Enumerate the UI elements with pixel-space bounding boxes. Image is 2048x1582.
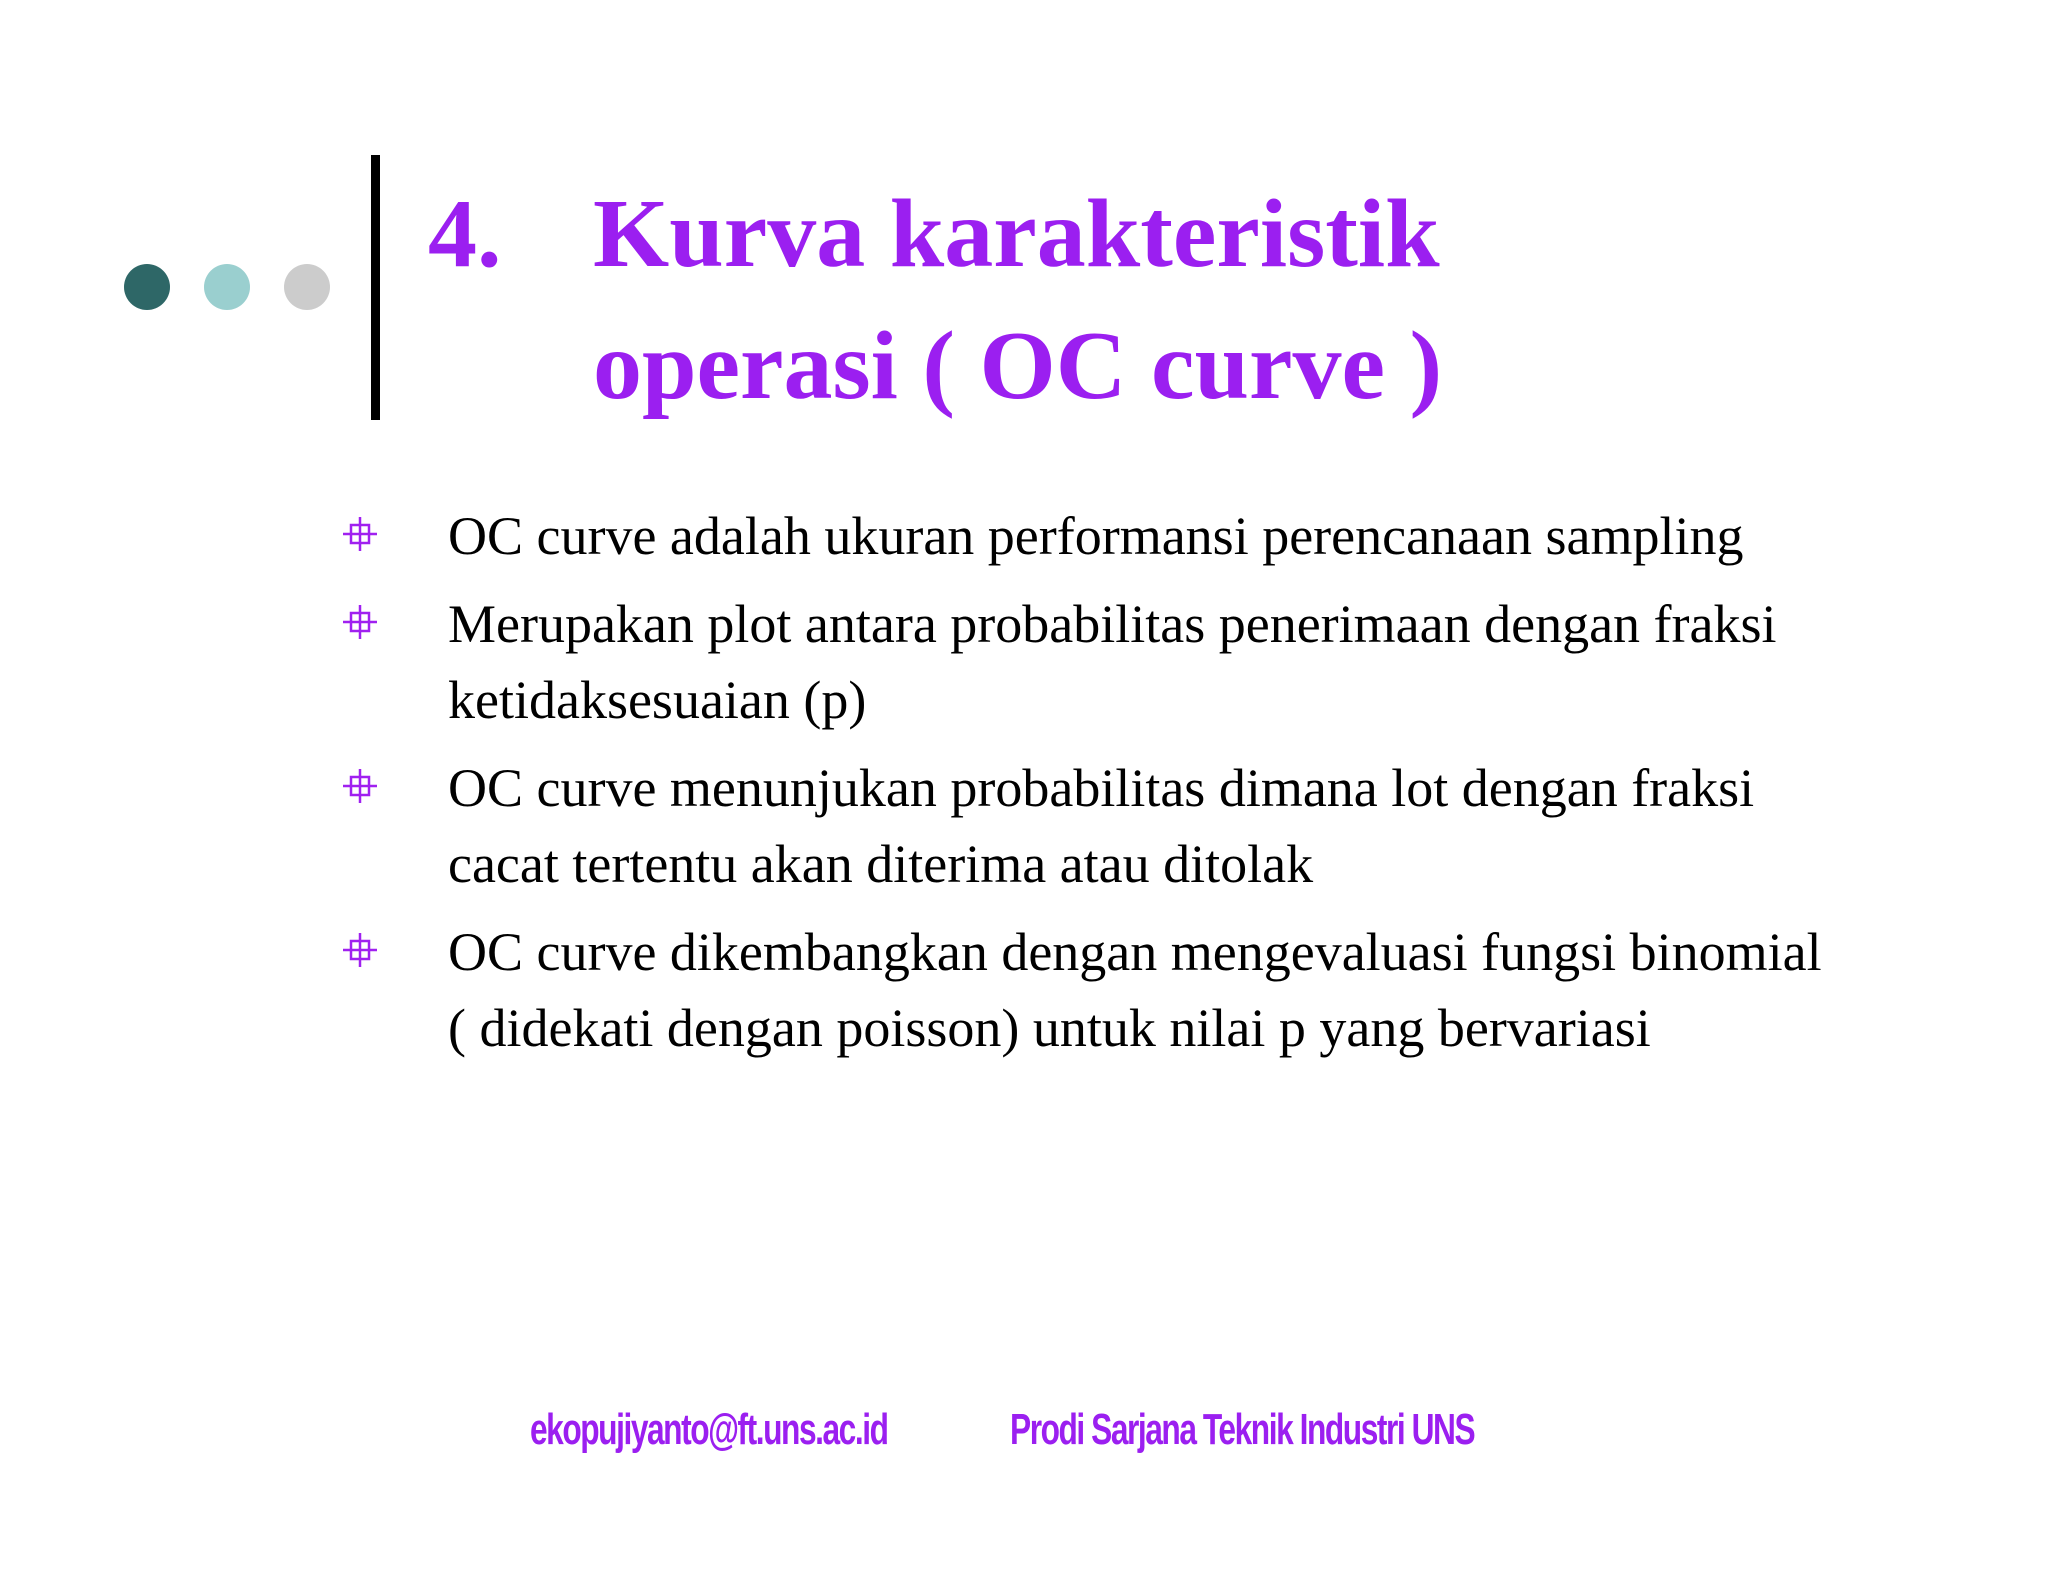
title-line-1: Kurva karakteristik xyxy=(593,180,1440,288)
bullet-text: Merupakan plot antara probabilitas penerimaan dengan fraksi ketidaksesuaian (p) xyxy=(448,594,1777,730)
bullet-item xyxy=(330,914,1830,1066)
dot-light-gray xyxy=(284,264,330,310)
dot-dark-teal xyxy=(124,264,170,310)
crosshair-bullet-icon xyxy=(342,516,378,552)
footer-organization: Prodi Sarjana Teknik Industri UNS xyxy=(1010,1405,1475,1454)
title-divider-bar xyxy=(371,155,380,420)
bullet-text: OC curve adalah ukuran performansi perencanaan sampling xyxy=(448,506,1744,566)
footer-email: ekopujiyanto@ft.uns.ac.id xyxy=(530,1405,888,1454)
slide-footer xyxy=(0,1405,2048,1475)
title-line-2: operasi ( OC curve ) xyxy=(593,312,1443,420)
crosshair-bullet-icon xyxy=(342,932,378,968)
bullet-item xyxy=(330,498,1830,574)
title-number: 4. xyxy=(428,180,502,288)
bullet-item xyxy=(330,750,1830,902)
dot-light-teal xyxy=(204,264,250,310)
crosshair-bullet-icon xyxy=(342,768,378,804)
bullet-text: OC curve menunjukan probabilitas dimana lot dengan fraksi cacat tertentu akan diterima atau ditolak xyxy=(448,758,1755,894)
bullet-text: OC curve dikembangkan dengan mengevaluasi fungsi binomial ( didekati dengan poisson) untuk nilai p yang bervariasi xyxy=(448,922,1822,1058)
bullet-list xyxy=(330,498,1830,1078)
crosshair-bullet-icon xyxy=(342,604,378,640)
bullet-item xyxy=(330,586,1830,738)
